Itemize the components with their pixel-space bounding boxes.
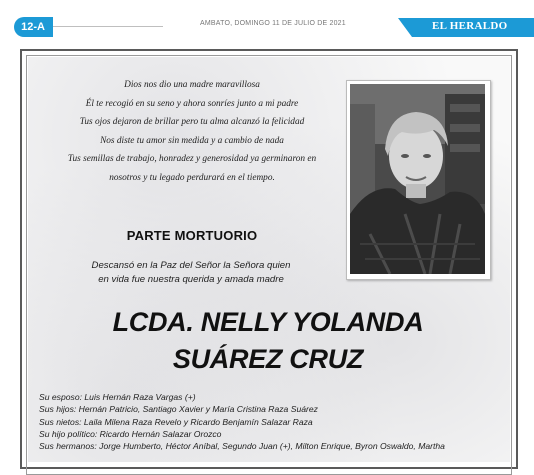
poem-line: Dios nos dio una madre maravillosa — [124, 80, 260, 90]
intro-line: Descansó en la Paz del Señor la Señora quien — [91, 260, 291, 271]
header-rule — [53, 26, 163, 27]
family-line: Su hijo político: Ricardo Hernán Salazar Orozco — [39, 428, 222, 439]
poem-line: Nos diste tu amor sin medida y a cambio de nada — [100, 135, 284, 146]
poem-line: nosotros y tu legado perdurará en el tiempo. — [109, 172, 275, 183]
deceased-name-line-2: SUÁREZ CRUZ — [172, 344, 364, 374]
notice-intro — [60, 259, 322, 287]
portrait-photo — [350, 84, 485, 274]
family-line: Su esposo: Luis Hernán Raza Vargas (+) — [39, 392, 196, 402]
dateline: AMBATO, DOMINGO 11 DE JULIO DE 2021 — [200, 20, 346, 27]
family-line: Sus hijos: Hernán Patricio, Santiago Xavier y María Cristina Raza Suárez — [39, 404, 318, 415]
memorial-poem — [40, 76, 344, 188]
family-line: Sus nietos: Laila Milena Raza Revelo y Ricardo Benjamín Salazar Raza — [39, 416, 313, 427]
poem-line: Tus ojos dejaron de brillar pero tu alma alcanzó la felicidad — [79, 117, 305, 128]
notice-title: PARTE MORTUORIO — [126, 228, 258, 243]
intro-line: en vida fue nuestra querida y amada madre — [98, 274, 284, 285]
family-line: Sus hermanos: Jorge Humberto, Héctor Aníbal, Segundo Juan (+), Milton Enrique, Byron Oswaldo, Martha — [39, 441, 445, 452]
deceased-name-line-1: LCDA. NELLY YOLANDA — [112, 307, 424, 337]
newspaper-nameplate: EL HERALDO — [432, 20, 508, 32]
page-header — [0, 0, 534, 40]
poem-line: Él te recogió en su seno y ahora sonríes junto a mi padre — [85, 98, 299, 109]
family-list — [39, 391, 499, 452]
page-number: 12-A — [21, 21, 45, 33]
poem-line: Tus semillas de trabajo, honradez y generosidad ya germinaron en — [67, 154, 317, 165]
portrait-image — [350, 84, 485, 274]
